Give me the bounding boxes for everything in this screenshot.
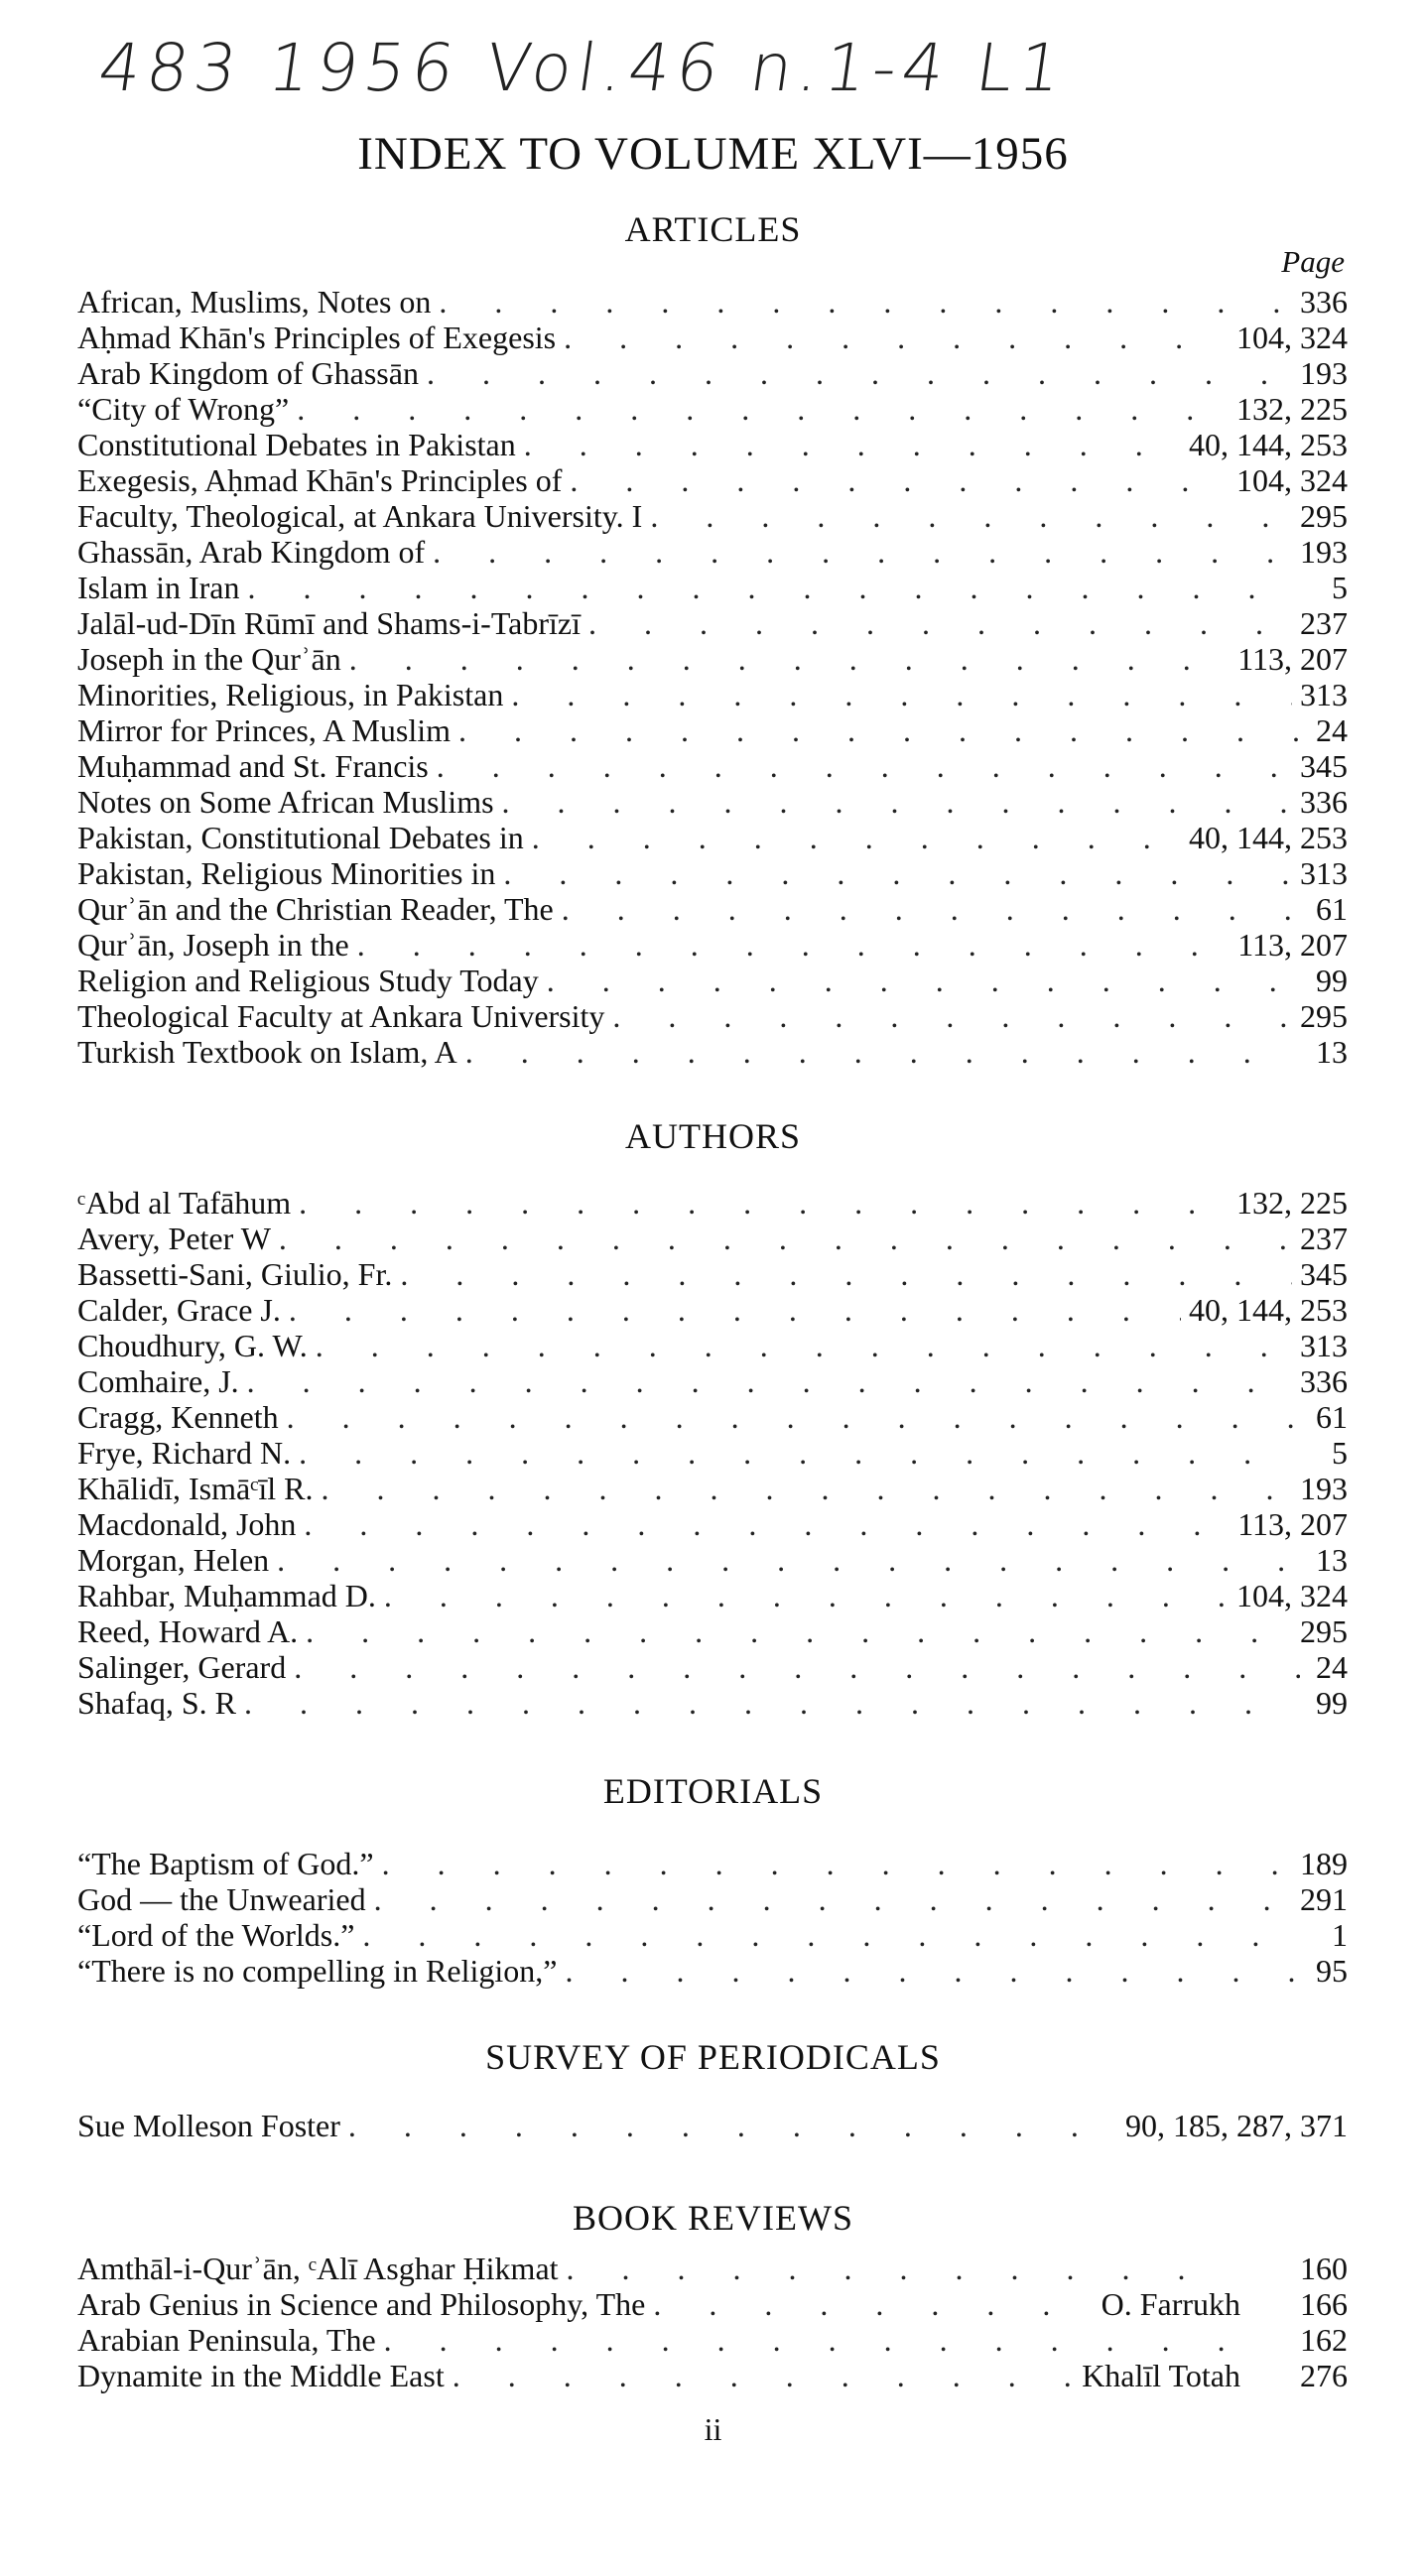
article-entry: Ghassān, Arab Kingdom of . . . 193 [77,534,1348,570]
article-entry: Islam in Iran . . . 5 [77,570,1348,605]
editorial-entry: “There is no compelling in Religion,” . . . 95 [77,1953,1348,1989]
article-entry: Joseph in the Qurʾān . . . 113, 207 [77,641,1348,677]
handwritten-catalog-note: 483 1956 Vol.46 n.1-4 L1 [93,30,1073,106]
author-entry: Reed, Howard A. . . . 295 [77,1613,1348,1649]
editorial-entry: God — the Unwearied . . . 291 [77,1881,1348,1917]
article-entry: Qurʾān, Joseph in the . . . 113, 207 [77,927,1348,963]
book-review-entry: Arab Genius in Science and Philosophy, The . . . O. Farrukh 166 [77,2286,1348,2322]
article-entry: Minorities, Religious, in Pakistan . . . 313 [77,677,1348,712]
survey-list [77,2108,1348,2143]
article-entry: Jalāl-ud-Dīn Rūmī and Shams-i-Tabrīzī . . . 237 [77,605,1348,641]
article-entry: Mirror for Princes, A Muslim . . . 24 [77,712,1348,748]
book-review-entry: Arabian Peninsula, The . . . 162 [77,2322,1348,2358]
article-entry: African, Muslims, Notes on . . . 336 [77,284,1348,320]
editorial-entry: “The Baptism of God.” . . . 189 [77,1846,1348,1881]
article-entry: Aḥmad Khān's Principles of Exegesis . . . 104, 324 [77,320,1348,355]
article-entry: Muḥammad and St. Francis . . . 345 [77,748,1348,784]
authors-heading: AUTHORS [624,1116,801,1156]
author-entry: Rahbar, Muḥammad D. . . . 104, 324 [77,1578,1348,1613]
author-entry: Bassetti-Sani, Giulio, Fr. . . . 345 [77,1256,1348,1292]
article-entry: Faculty, Theological, at Ankara University. I . . . 295 [77,498,1348,534]
article-entry: Theological Faculty at Ankara University . . . 295 [77,998,1348,1034]
author-entry: Calder, Grace J. . . . 40, 144, 253 [77,1292,1348,1328]
article-entry: Pakistan, Constitutional Debates in . . . 40, 144, 253 [77,820,1348,855]
author-entry: Comhaire, J. . . . 336 [77,1363,1348,1399]
author-entry: Salinger, Gerard . . . 24 [77,1649,1348,1685]
authors-list [77,1185,1348,1721]
author-entry: Choudhury, G. W. . . . 313 [77,1328,1348,1363]
article-entry: Turkish Textbook on Islam, A . . . 13 [77,1034,1348,1070]
article-entry: Qurʾān and the Christian Reader, The . . . 61 [77,891,1348,927]
articles-list [77,284,1348,1070]
survey-heading: SURVEY OF PERIODICALS [485,2037,941,2077]
article-entry: Notes on Some African Muslims . . . 336 [77,784,1348,820]
author-entry: Macdonald, John . . . 113, 207 [77,1506,1348,1542]
article-entry: Religion and Religious Study Today . . . 99 [77,963,1348,998]
page-column-label: Page [1281,244,1345,279]
article-entry: “City of Wrong” . . . 132, 225 [77,391,1348,427]
article-entry: Arab Kingdom of Ghassān . . . 193 [77,355,1348,391]
page-title: INDEX TO VOLUME XLVI—1956 [357,128,1069,180]
page-folio: ii [704,2411,722,2447]
author-entry: Shafaq, S. R . . . 99 [77,1685,1348,1721]
author-entry: Avery, Peter W . . . 237 [77,1221,1348,1256]
book-review-entry: Amthāl-i-Qurʾān, ᶜAlī Asghar Ḥikmat . . . 160 [77,2251,1348,2286]
editorials-list [77,1846,1348,1989]
articles-heading: ARTICLES [624,209,802,249]
article-entry: Pakistan, Religious Minorities in . . . 313 [77,855,1348,891]
article-entry: Constitutional Debates in Pakistan . . . 40, 144, 253 [77,427,1348,462]
article-entry: Exegesis, Aḥmad Khān's Principles of . . . 104, 324 [77,462,1348,498]
author-entry: Frye, Richard N. . . . 5 [77,1435,1348,1471]
author-entry: Cragg, Kenneth . . . 61 [77,1399,1348,1435]
editorials-heading: EDITORIALS [602,1771,824,1811]
editorial-entry: “Lord of the Worlds.” . . . 1 [77,1917,1348,1953]
book-review-entry: Dynamite in the Middle East . . . Khalīl Totah 276 [77,2358,1348,2393]
author-entry: Morgan, Helen . . . 13 [77,1542,1348,1578]
author-entry: Khālidī, Ismāᶜīl R. . . . 193 [77,1471,1348,1506]
book-reviews-list [77,2251,1348,2393]
survey-entry: Sue Molleson Foster . . . 90, 185, 287, 371 [77,2108,1348,2143]
author-entry: ᶜAbd al Tafāhum . . . 132, 225 [77,1185,1348,1221]
book-reviews-heading: BOOK REVIEWS [573,2198,853,2238]
